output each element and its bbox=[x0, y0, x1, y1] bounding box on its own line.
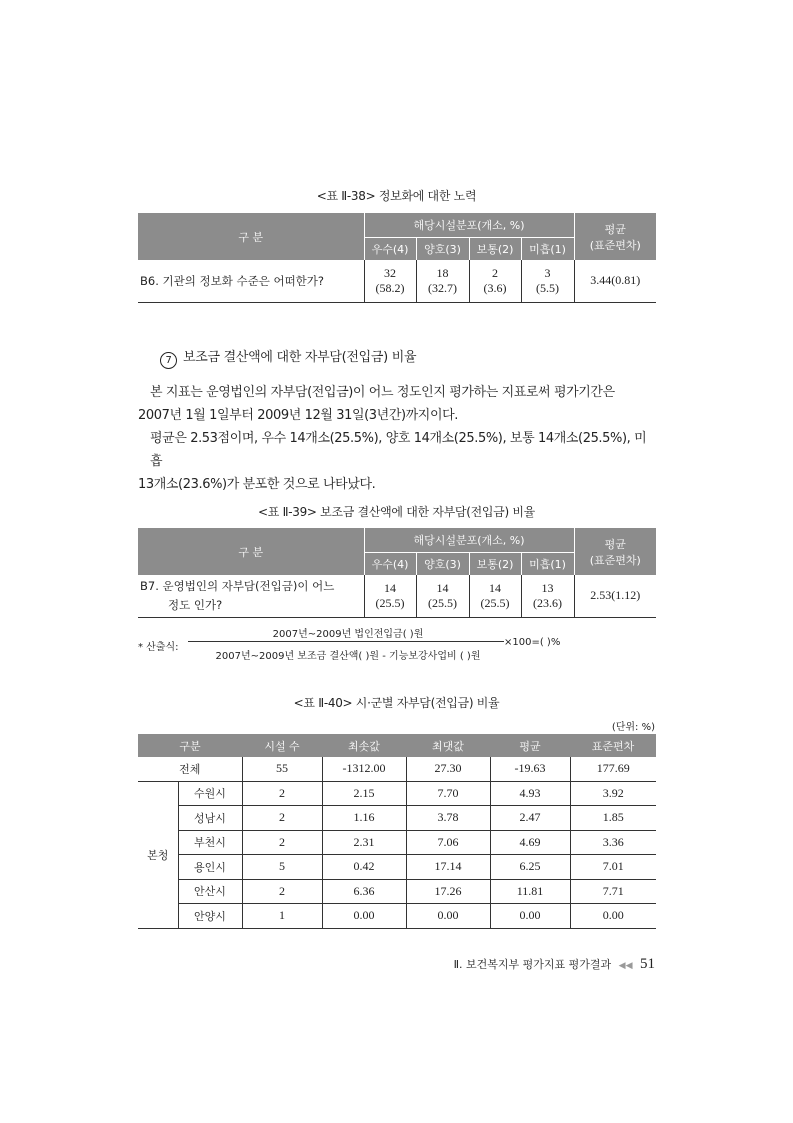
table39-header-gubun: 구 분 bbox=[138, 528, 364, 575]
table40-cell: 55 bbox=[242, 757, 322, 781]
table40-total-row bbox=[138, 757, 656, 781]
page-footer bbox=[454, 956, 655, 973]
table40-cell: 177.69 bbox=[570, 757, 656, 781]
table40-cell: 0.42 bbox=[322, 855, 406, 880]
circled-number: 7 bbox=[160, 352, 177, 369]
table40-header: 평균 bbox=[490, 734, 570, 757]
table40-cell: 3.78 bbox=[406, 806, 490, 831]
table38-cell: 18 (32.7) bbox=[416, 260, 469, 302]
footer-arrows-icon: ◀◀ bbox=[618, 961, 633, 971]
table40-unit: (단위: %) bbox=[611, 722, 655, 733]
table39-header-mean: 평균 (표준편차) bbox=[574, 528, 656, 575]
table-row bbox=[138, 879, 656, 904]
table40-cell: -19.63 bbox=[490, 757, 570, 781]
table-row bbox=[138, 781, 656, 806]
table39-header-col: 보통(2) bbox=[469, 552, 521, 575]
table38 bbox=[138, 213, 656, 303]
table40-region: 수원시 bbox=[178, 781, 242, 806]
table40-region: 안양시 bbox=[178, 904, 242, 929]
table40-cell: 6.36 bbox=[322, 879, 406, 904]
table38-cell: 2 (3.6) bbox=[469, 260, 521, 302]
table39-header-dist: 해당시설분포(개소, %) bbox=[364, 528, 574, 552]
table40-cell: 2 bbox=[242, 806, 322, 831]
table39-header-col: 우수(4) bbox=[364, 552, 416, 575]
formula-fraction-bar bbox=[188, 641, 504, 642]
table40-cell: 0.00 bbox=[570, 904, 656, 929]
page-number: 51 bbox=[640, 956, 655, 972]
table40-region: 부천시 bbox=[178, 830, 242, 855]
table39-caption: <표 Ⅱ-39> 보조금 결산액에 대한 자부담(전입금) 비율 bbox=[258, 505, 535, 519]
paragraph-2 bbox=[138, 427, 658, 496]
table38-cell: 3 (5.5) bbox=[521, 260, 574, 302]
table40-region: 안산시 bbox=[178, 879, 242, 904]
table40-cell: 27.30 bbox=[406, 757, 490, 781]
paragraph-line: 13개소(23.6%)가 분포한 것으로 나타났다. bbox=[138, 477, 376, 492]
table40-header: 시설 수 bbox=[242, 734, 322, 757]
table40-region: 성남시 bbox=[178, 806, 242, 831]
table40-cell: 5 bbox=[242, 855, 322, 880]
table38-header-col: 양호(3) bbox=[416, 237, 469, 260]
table38-header-col: 보통(2) bbox=[469, 237, 521, 260]
table38-caption: <표 Ⅱ-38> 정보화에 대한 노력 bbox=[316, 189, 477, 203]
table40-cell: 2 bbox=[242, 781, 322, 806]
table38-header-gubun: 구 분 bbox=[138, 213, 364, 260]
table39-cell: 14 (25.5) bbox=[364, 575, 416, 617]
table40-cell: 1.85 bbox=[570, 806, 656, 831]
table40-cell: 4.93 bbox=[490, 781, 570, 806]
table40-cell: 3.92 bbox=[570, 781, 656, 806]
table40-cell: 1 bbox=[242, 904, 322, 929]
table38-header-dist: 해당시설분포(개소, %) bbox=[364, 213, 574, 237]
table40-cell: 1.16 bbox=[322, 806, 406, 831]
table40-cell: 17.14 bbox=[406, 855, 490, 880]
formula-denominator: 2007년~2009년 보조금 결산액( )원 - 기능보강사업비 ( )원 bbox=[215, 651, 481, 662]
table40-cell: 6.25 bbox=[490, 855, 570, 880]
paragraph-line: 평균은 2.53점이며, 우수 14개소(25.5%), 양호 14개소(25.5%), 보통 14개소(25.5%), 미흡 bbox=[150, 431, 647, 469]
table40-total-label: 전체 bbox=[138, 757, 242, 781]
formula-suffix: ×100=( )% bbox=[504, 637, 561, 648]
table40-cell: 2 bbox=[242, 879, 322, 904]
table40-cell: 7.06 bbox=[406, 830, 490, 855]
paragraph-line: 2007년 1월 1일부터 2009년 12월 31일(3년간)까지이다. bbox=[138, 408, 459, 423]
table40-cell: 17.26 bbox=[406, 879, 490, 904]
table40-region: 용인시 bbox=[178, 855, 242, 880]
table-row bbox=[138, 806, 656, 831]
table40-cell: 0.00 bbox=[406, 904, 490, 929]
table40-cell: 2.47 bbox=[490, 806, 570, 831]
table40-header: 최솟값 bbox=[322, 734, 406, 757]
table38-mean: 3.44(0.81) bbox=[574, 260, 656, 302]
table40-caption: <표 Ⅱ-40> 시·군별 자부담(전입금) 비율 bbox=[293, 696, 500, 710]
table39-header-col: 미흡(1) bbox=[521, 552, 574, 575]
table-row bbox=[138, 855, 656, 880]
table-row bbox=[138, 904, 656, 929]
table38-header-mean: 평균 (표준편차) bbox=[574, 213, 656, 260]
footer-text: Ⅱ. 보건복지부 평가지표 평가결과 bbox=[453, 958, 612, 971]
table40-cell: 2.31 bbox=[322, 830, 406, 855]
table39 bbox=[138, 528, 656, 618]
formula bbox=[138, 625, 578, 665]
table40-header: 최댓값 bbox=[406, 734, 490, 757]
table40 bbox=[138, 734, 656, 929]
formula-prefix: * 산출식: bbox=[138, 642, 179, 653]
table40-cell: -1312.00 bbox=[322, 757, 406, 781]
table39-header-col: 양호(3) bbox=[416, 552, 469, 575]
table39-cell: 14 (25.5) bbox=[416, 575, 469, 617]
table40-cell: 2.15 bbox=[322, 781, 406, 806]
table40-cell: 4.69 bbox=[490, 830, 570, 855]
paragraph-1 bbox=[138, 381, 658, 427]
table40-cell: 2 bbox=[242, 830, 322, 855]
table39-mean: 2.53(1.12) bbox=[574, 575, 656, 617]
table38-header-col: 미흡(1) bbox=[521, 237, 574, 260]
table40-cell: 0.00 bbox=[322, 904, 406, 929]
table40-header: 구분 bbox=[138, 734, 242, 757]
table40-cell: 7.01 bbox=[570, 855, 656, 880]
table40-group-label: 본청 bbox=[138, 781, 178, 928]
table40-cell: 7.70 bbox=[406, 781, 490, 806]
table39-cell: 14 (25.5) bbox=[469, 575, 521, 617]
table38-header-col: 우수(4) bbox=[364, 237, 416, 260]
table39-cell: 13 (23.6) bbox=[521, 575, 574, 617]
table38-cell: 32 (58.2) bbox=[364, 260, 416, 302]
table38-row-label: B6. 기관의 정보화 수준은 어떠한가? bbox=[140, 273, 325, 288]
paragraph-line: 본 지표는 운영법인의 자부담(전입금)이 어느 정도인지 평가하는 지표로써 평가기간은 bbox=[150, 385, 615, 400]
formula-numerator: 2007년~2009년 법인전입금( )원 bbox=[272, 629, 424, 640]
table39-row-label: B7. 운영법인의 자부담(전입금)이 어느 정도 인가? bbox=[140, 578, 335, 612]
table40-header: 표준편차 bbox=[570, 734, 656, 757]
section-heading bbox=[160, 346, 416, 369]
section-title: 보조금 결산액에 대한 자부담(전입금) 비율 bbox=[183, 350, 417, 365]
table40-cell: 11.81 bbox=[490, 879, 570, 904]
table-row bbox=[138, 830, 656, 855]
table40-cell: 3.36 bbox=[570, 830, 656, 855]
table40-cell: 0.00 bbox=[490, 904, 570, 929]
table40-cell: 7.71 bbox=[570, 879, 656, 904]
